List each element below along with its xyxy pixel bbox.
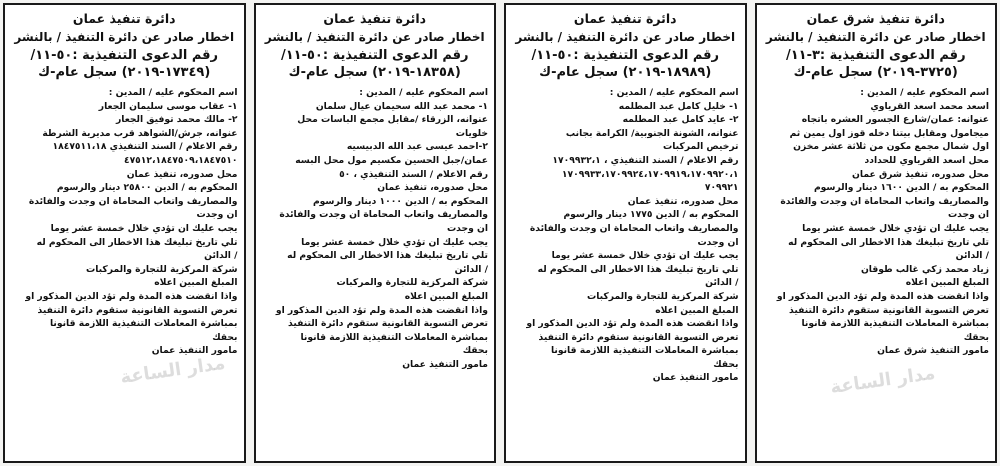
- notice-line: ١- عقاب موسى سليمان الجعار: [98, 100, 238, 112]
- notice-case-number: رقم الدعوى التنفيذية :٥٠-١١/: [280, 48, 469, 63]
- notice-line: المبلغ المبين اعلاه: [655, 304, 739, 316]
- notice-line: المبلغ المبين اعلاه: [905, 277, 989, 289]
- notice-subtitle: اخطار صادر عن دائرة التنفيذ / بالنشر: [515, 30, 736, 44]
- notice-line: خلويات: [455, 127, 488, 139]
- notice-subtitle: اخطار صادر عن دائرة التنفيذ / بالنشر: [14, 30, 235, 44]
- notice-line: والمصاريف واتعاب المحاماة ان وجدت والفائدة: [28, 195, 238, 207]
- notice-line: ترخيص المركبات: [662, 141, 739, 153]
- notice-line: ٢- عايد كامل عبد المطلمه: [622, 114, 739, 126]
- notice-line: المبلغ المبين اعلاه: [154, 277, 238, 289]
- notice-line: محل صدوره، تنفيذ عمان: [377, 182, 488, 194]
- notice-line: بمباشرة المعاملات التنفيذية اللازمة قانونا: [801, 318, 989, 330]
- notice-body: [262, 86, 489, 371]
- notice-line: محل صدوره، تنفيذ شرق عمان: [852, 168, 989, 180]
- notice-line: اسم المحكوم عليه / المدين :: [359, 87, 488, 98]
- notice-line: محل صدوره، تنفيذ عمان: [627, 195, 739, 207]
- notice-line: والمصاريف واتعاب المحاماة ان وجدت والفائدة: [279, 209, 488, 221]
- notice-line: عنوانه: عمان/شارع الجسور العشره باتجاه: [801, 114, 989, 126]
- notice-line: ميجامول ومقابل بيتنا دخله قوز اول يمين ثم: [789, 127, 989, 139]
- notice-subtitle: اخطار صادر عن دائرة التنفيذ / بالنشر: [264, 30, 485, 44]
- notice-line: المحكوم به / الدين ١٦٠٠ دينار والرسوم: [813, 182, 989, 194]
- notice-line: اسم المحكوم عليه / المدين :: [108, 87, 238, 98]
- notice-line: اسعد محمد اسعد القرياوي: [870, 100, 989, 112]
- notice-line: يجب عليك ان تؤدي خلال خمسة عشر يوما: [50, 222, 238, 234]
- notice-card-east-amman: [755, 3, 998, 463]
- notice-line: ٢-احمد عيسى عبد الله الدبيسيه: [346, 141, 488, 153]
- notice-case-year: (١٨٩٨٩-٢٠١٩) سجل عام-ك: [539, 65, 712, 80]
- notice-line: تلي تاريخ تبليغك هذا الاخطار الى المحكوم له: [287, 250, 488, 262]
- notice-line: واذا انقضت هذه المدة ولم تؤد الدين المذكور او: [25, 290, 238, 302]
- notice-line: ٧٠٩٩٢١: [704, 182, 739, 194]
- notice-line: بحقك: [713, 358, 739, 370]
- notice-line: تلي تاريخ تبليغك هذا الاخطار الى المحكوم له: [788, 236, 989, 248]
- notice-line: شركة المركزية للتجارة والمركبات: [586, 290, 739, 302]
- notice-case-number: رقم الدعوى التنفيذية :٥٠-١١/: [531, 48, 720, 63]
- watermark-text: مدار الساعة: [829, 362, 937, 399]
- notice-line: رقم الاعلام / السند التنفيذي ، ١٧٠٩٩٣٢،١: [552, 154, 739, 166]
- notice-line: مامور التنفيذ عمان: [151, 345, 238, 357]
- notice-body: [763, 86, 990, 358]
- notice-card-amman-1: [3, 3, 246, 463]
- notice-line: عنوانه، جرش/الشواهد قرب مديرية الشرطة: [42, 127, 238, 139]
- notice-body: [11, 86, 238, 358]
- notice-line: محل صدوره، تنفيذ عمان: [126, 168, 238, 180]
- notice-line: مامور التنفيذ عمان: [652, 372, 739, 384]
- notice-line: بمباشرة المعاملات التنفيذية اللازمة قانونا: [550, 345, 739, 357]
- notice-line: شركة المركزية للتجارة والمركبات: [85, 263, 238, 275]
- notice-line: عمان/جبل الحسين مكسيم مول محل البسه: [295, 154, 488, 166]
- notice-case-number: رقم الدعوى التنفيذية :٣-١١/: [785, 48, 966, 63]
- notice-line: تعرض التسوية القانونية ستقوم دائرة التنفيذ: [789, 304, 989, 316]
- notice-line: يجب عليك ان تؤدي خلال خمسة عشر يوما: [551, 250, 739, 262]
- notice-case-year: (١٧٣٤٩-٢٠١٩) سجل عام-ك: [38, 65, 211, 80]
- notice-line: بحقك: [963, 331, 989, 343]
- notice-line: واذا انقضت هذه المدة ولم تؤد الدين المذكور او: [275, 304, 488, 316]
- notice-line: ٤٧٥١٢،١٨٤٧٥٠٩،١٨٤٧٥١٠: [123, 154, 238, 166]
- notice-case-year: (١٨٣٥٨-٢٠١٩) سجل عام-ك: [288, 65, 461, 80]
- notice-line: واذا انقضت هذه المدة ولم تؤد الدين المذكور او: [776, 290, 989, 302]
- notice-line: عنوانه، الزرقاء /مقابل مجمع الباسات محل: [297, 114, 488, 126]
- notice-line: تعرض التسوية القانونية ستقوم دائرة التنفيذ: [538, 331, 739, 343]
- notice-line: تعرض التسوية القانونية ستقوم دائرة التنفيذ: [288, 318, 488, 330]
- notice-line: تلي تاريخ تبليغك هذا الاخطار الى المحكوم له: [537, 263, 739, 275]
- notice-line: تلي تاريخ تبليغك هذا الاخطار الى المحكوم له: [36, 236, 238, 248]
- notice-line: بحقك: [212, 331, 238, 343]
- notice-line: رقم الاعلام / السند التنفيذي ، ٥٠: [339, 168, 488, 180]
- notice-line: ١٧٠٩٩٣٣،١٧٠٩٩٢٤،١٧٠٩٩١٩،١٧٠٩٩٢٠،١: [561, 168, 739, 180]
- notice-line: / الدائن: [204, 250, 238, 262]
- notice-line: واذا انقضت هذه المدة ولم تؤد الدين المذكور او: [526, 318, 739, 330]
- notice-line: / الدائن: [955, 250, 989, 262]
- notice-line: يجب عليك ان تؤدي خلال خمسة عشر يوما: [301, 236, 488, 248]
- notice-line: ٢- مالك محمد توفيق الجعار: [115, 114, 238, 126]
- notice-case-number: رقم الدعوى التنفيذية :٥٠-١١/: [30, 48, 219, 63]
- notice-line: بحقك: [462, 345, 488, 357]
- notice-line: يجب عليك ان تؤدي خلال خمسة عشر يوما: [802, 222, 989, 234]
- notice-line: المبلغ المبين اعلاه: [404, 290, 488, 302]
- notice-line: بمباشرة المعاملات التنفيذية اللازمة قانونا: [49, 318, 238, 330]
- notice-line: ان وجدت: [947, 209, 989, 221]
- notice-line: والمصاريف واتعاب المحاماة ان وجدت والفائدة: [780, 195, 989, 207]
- notice-department: دائرة تنفيذ عمان: [573, 11, 677, 26]
- notice-line: رقم الاعلام / السند التنفيذي ١٨٤٧٥١١،١٨: [52, 141, 238, 153]
- notice-line: مامور التنفيذ شرق عمان: [877, 345, 989, 357]
- notice-department: دائرة تنفيذ عمان: [72, 11, 176, 26]
- notice-line: ان وجدت: [697, 236, 739, 248]
- notice-line: ١- خليل كامل عبد المطلمه: [618, 100, 739, 112]
- notice-line: عنوانه، الشونة الجنوبية/ الكرامة بجانب: [565, 127, 739, 139]
- notice-line: ١- محمد عبد الله سحيمان عيال سلمان: [315, 100, 488, 112]
- notice-line: والمصاريف واتعاب المحاماة ان وجدت والفائدة: [529, 222, 739, 234]
- notice-line: المحكوم به / الدين ٢٥٨٠٠ دينار والرسوم: [56, 182, 238, 194]
- notice-line: المحكوم به / الدين ١٠٠٠ دينار والرسوم: [312, 195, 488, 207]
- notice-department: دائرة تنفيذ عمان: [323, 11, 427, 26]
- notice-body: [512, 86, 739, 385]
- notice-line: المحكوم به / الدين ١٧٧٥ دينار والرسوم: [563, 209, 739, 221]
- notice-subtitle: اخطار صادر عن دائرة التنفيذ / بالنشر: [765, 30, 986, 44]
- watermark-text: مدار الساعة: [119, 352, 227, 389]
- notice-case-year: (٣٧٢٥-٢٠١٩) سجل عام-ك: [793, 65, 958, 80]
- notice-line: تعرض التسوية القانونية ستقوم دائرة التنفيذ: [37, 304, 238, 316]
- notice-line: اسم المحكوم عليه / المدين :: [609, 87, 739, 98]
- notice-line: بمباشرة المعاملات التنفيذية اللازمة قانونا: [300, 331, 488, 343]
- notice-department: دائرة تنفيذ شرق عمان: [806, 11, 945, 26]
- notice-line: مامور التنفيذ عمان: [402, 358, 488, 370]
- notice-line: / الدائن: [705, 277, 739, 289]
- notice-line: زياد محمد زكي غالب طوقان: [860, 263, 989, 275]
- notice-line: ان وجدت: [196, 209, 238, 221]
- notice-line: اول شمال مجمع مكون من ثلاثة عشر مخزن: [793, 141, 989, 153]
- notice-card-amman-2: [254, 3, 497, 463]
- notice-line: شركة المركزية للتجارة والمركبات: [336, 277, 488, 289]
- notice-line: ان وجدت: [446, 222, 488, 234]
- notice-line: محل اسعد القرياوي للحدادد: [864, 154, 989, 166]
- notice-line: / الدائن: [454, 263, 488, 275]
- notice-card-amman-3: [504, 3, 747, 463]
- notice-line: اسم المحكوم عليه / المدين :: [860, 87, 989, 98]
